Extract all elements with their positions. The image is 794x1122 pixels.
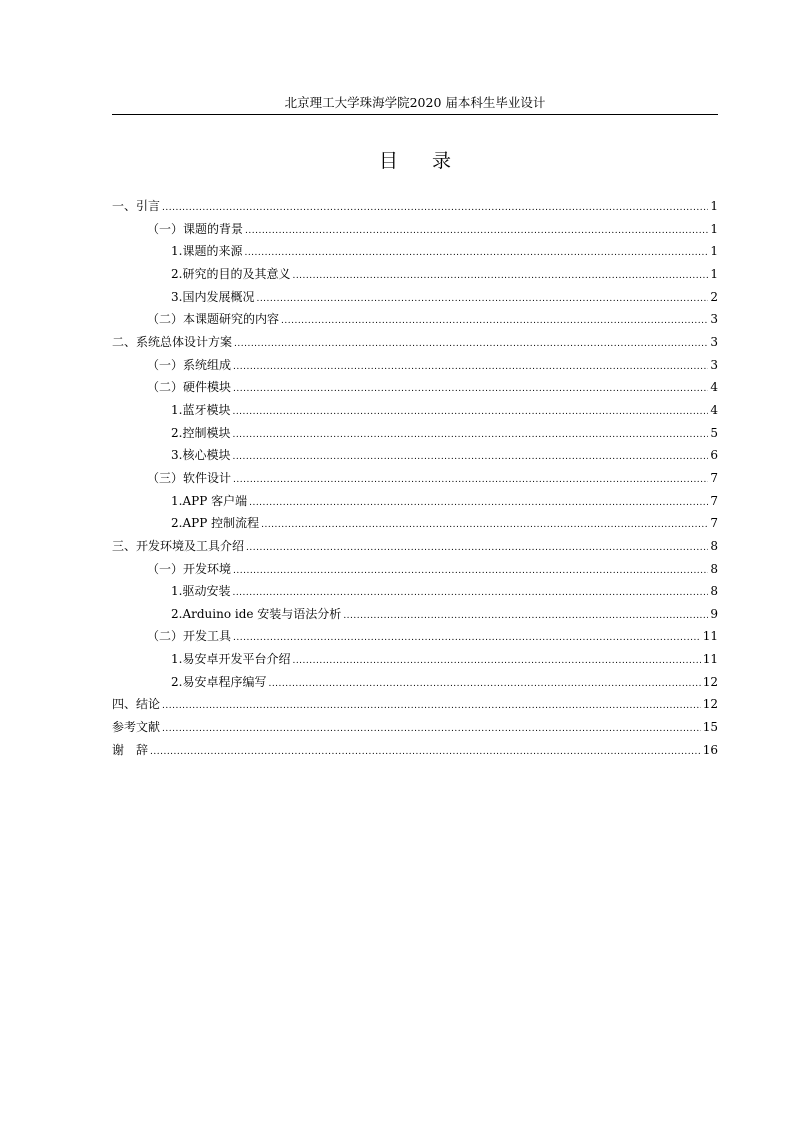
toc-entry-page-number: 1 — [710, 244, 718, 259]
toc-entry[interactable] — [112, 490, 718, 513]
toc-entry-page-number: 3 — [710, 357, 718, 372]
toc-entry[interactable] — [112, 716, 718, 739]
toc-leader-dots — [292, 650, 700, 673]
toc-entry-page-number: 15 — [702, 720, 718, 735]
toc-entry-page-number: 2 — [710, 289, 718, 304]
toc-entry-label: 2.APP 控制流程 — [171, 516, 260, 531]
toc-entry-page-number: 5 — [710, 425, 718, 440]
toc-entry-page-number: 8 — [710, 584, 718, 599]
toc-entry-label: （一）系统组成 — [147, 357, 232, 372]
toc-entry[interactable] — [112, 671, 718, 694]
toc-entry[interactable] — [112, 399, 718, 422]
toc-entry[interactable] — [112, 580, 718, 603]
toc-entry-label: （二）硬件模块 — [147, 380, 232, 395]
toc-entry-label: 1.APP 客户端 — [171, 493, 248, 508]
toc-leader-dots — [162, 695, 701, 718]
toc-entry-label: 2.研究的目的及其意义 — [171, 266, 291, 281]
toc-leader-dots — [233, 469, 708, 492]
toc-leader-dots — [232, 424, 708, 447]
toc-entry-page-number: 8 — [710, 538, 718, 553]
toc-entry[interactable] — [112, 512, 718, 535]
toc-entry[interactable] — [112, 240, 718, 263]
toc-leader-dots — [162, 718, 701, 741]
toc-entry-page-number: 1 — [710, 266, 718, 281]
toc-entry-page-number: 12 — [702, 674, 718, 689]
toc-entry[interactable] — [112, 558, 718, 581]
table-of-contents — [112, 195, 718, 761]
toc-entry-label: 3.核心模块 — [171, 448, 231, 463]
toc-entry[interactable] — [112, 286, 718, 309]
toc-entry-label: 参考文献 — [112, 720, 161, 735]
toc-entry-page-number: 7 — [710, 516, 718, 531]
toc-leader-dots — [232, 582, 708, 605]
toc-leader-dots — [281, 310, 708, 333]
toc-entry-label: （二）本课题研究的内容 — [147, 312, 280, 327]
toc-entry[interactable] — [112, 308, 718, 331]
toc-leader-dots — [292, 265, 708, 288]
toc-leader-dots — [150, 741, 701, 764]
toc-leader-dots — [233, 356, 708, 379]
toc-entry-label: （二）开发工具 — [147, 629, 232, 644]
toc-leader-dots — [256, 288, 708, 311]
page-title: 目 录 — [378, 150, 466, 172]
toc-entry-label: 1.蓝牙模块 — [171, 402, 231, 417]
toc-entry[interactable] — [112, 739, 718, 762]
toc-entry-page-number: 6 — [710, 448, 718, 463]
toc-entry-page-number: 3 — [710, 334, 718, 349]
toc-leader-dots — [343, 605, 708, 628]
toc-entry[interactable] — [112, 648, 718, 671]
toc-entry-page-number: 1 — [710, 199, 718, 213]
toc-entry-label: （三）软件设计 — [147, 470, 232, 485]
toc-leader-dots — [249, 492, 708, 515]
toc-entry-page-number: 11 — [702, 652, 718, 667]
page-header: 北京理工大学珠海学院2020 届本科生毕业设计 — [284, 95, 546, 110]
toc-leader-dots — [233, 560, 708, 583]
toc-entry-label: 2.Arduino ide 安装与语法分析 — [171, 606, 342, 621]
toc-leader-dots — [232, 401, 708, 424]
toc-entry-page-number: 9 — [710, 606, 718, 621]
toc-leader-dots — [232, 446, 708, 469]
toc-entry-page-number: 8 — [710, 561, 718, 576]
toc-entry-page-number: 4 — [710, 402, 718, 417]
toc-entry-page-number: 1 — [710, 221, 718, 236]
toc-entry-label: 二、系统总体设计方案 — [112, 334, 233, 349]
toc-entry-page-number: 3 — [710, 312, 718, 327]
toc-leader-dots — [245, 220, 708, 243]
toc-entry[interactable] — [112, 467, 718, 490]
toc-entry-label: （一）课题的背景 — [147, 221, 244, 236]
toc-entry[interactable] — [112, 263, 718, 286]
toc-entry-label: 2.控制模块 — [171, 425, 231, 440]
toc-entry-page-number: 4 — [710, 380, 718, 395]
toc-entry-page-number: 11 — [702, 629, 718, 644]
toc-entry-label: 三、开发环境及工具介绍 — [112, 538, 245, 553]
toc-entry[interactable] — [112, 444, 718, 467]
toc-leader-dots — [234, 333, 708, 356]
toc-entry-label: （一）开发环境 — [147, 561, 232, 576]
toc-entry-label: 四、结论 — [112, 697, 161, 712]
toc-entry-label: 1.课题的来源 — [171, 244, 243, 259]
toc-entry-label: 一、引言 — [112, 199, 161, 213]
toc-entry[interactable] — [112, 535, 718, 558]
toc-entry-page-number: 16 — [702, 742, 718, 757]
toc-leader-dots — [233, 378, 708, 401]
toc-entry-page-number: 12 — [702, 697, 718, 712]
toc-entry-label: 3.国内发展概况 — [171, 289, 255, 304]
toc-entry-page-number: 7 — [710, 470, 718, 485]
toc-leader-dots — [233, 627, 701, 650]
toc-leader-dots — [244, 242, 708, 265]
toc-entry[interactable] — [112, 331, 718, 354]
toc-entry-label: 1.易安卓开发平台介绍 — [171, 652, 291, 667]
toc-leader-dots — [268, 673, 700, 696]
toc-entry[interactable] — [112, 693, 718, 716]
toc-leader-dots — [246, 537, 708, 560]
toc-entry-page-number: 7 — [710, 493, 718, 508]
toc-entry[interactable] — [112, 218, 718, 241]
toc-entry[interactable] — [112, 603, 718, 626]
toc-leader-dots — [261, 514, 708, 537]
toc-entry-label: 2.易安卓程序编写 — [171, 674, 267, 689]
toc-entry[interactable] — [112, 354, 718, 377]
toc-leader-dots — [162, 197, 708, 220]
toc-entry[interactable] — [112, 625, 718, 648]
header-rule — [112, 114, 718, 115]
toc-entry-label: 1.驱动安装 — [171, 584, 231, 599]
toc-entry[interactable] — [112, 376, 718, 399]
toc-entry-label: 谢 辞 — [112, 742, 149, 757]
toc-entry[interactable] — [112, 422, 718, 445]
toc-entry[interactable] — [112, 195, 718, 218]
